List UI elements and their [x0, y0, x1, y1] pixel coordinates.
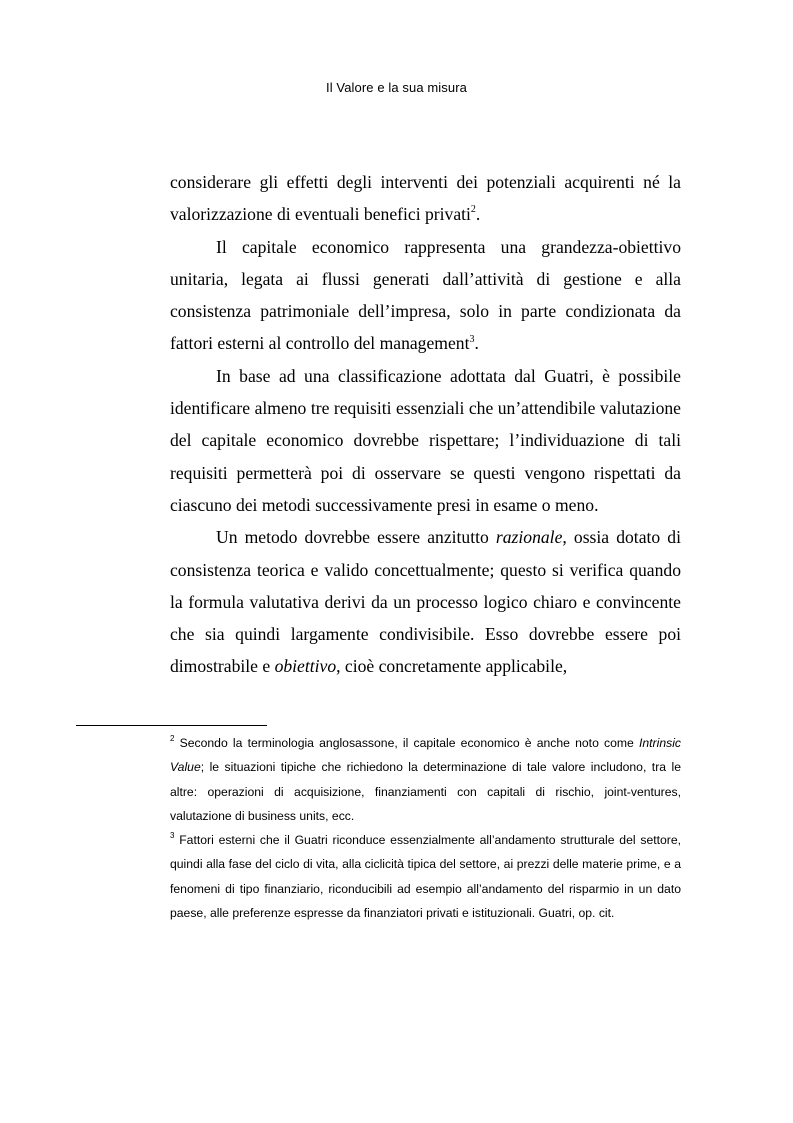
- footnote-3: [170, 828, 681, 925]
- paragraph-3: In base ad una classificazione adottata dal Guatri, è possibile identificare almeno tre requisiti essenziali che un’attendibile valutazione del capitale economico dovrebbe rispettare; l’individuazione di tali requisiti permetterà poi di osservare se questi vengono rispettati da ciascuno dei metodi successivamente presi in esame o meno.: [170, 365, 681, 515]
- footnote-2-part-a: Secondo la terminologia anglosassone, il capitale economico è anche noto come: [174, 736, 639, 750]
- paragraph-1: [170, 166, 681, 231]
- footnote-3-number: 3: [170, 831, 175, 841]
- paragraph-2: [170, 231, 681, 360]
- paragraph-2-end: .: [474, 333, 479, 354]
- paragraph-1-end: .: [475, 204, 481, 225]
- footnote-separator: [76, 725, 267, 726]
- paragraph-4: [170, 521, 681, 682]
- paragraph-4-part-a: Un metodo dovrebbe essere anzitutto: [216, 527, 496, 548]
- footnote-2-part-c: ; le situazioni tipiche che richiedono la determinazione di tale valore includono, tra le altre: operazioni di acquisizione, finanziamenti con capitali di rischio, joint-ventures, valutazione di business units, ecc.: [170, 760, 681, 823]
- footnotes: [170, 731, 681, 925]
- term-razionale: razionale: [495, 527, 563, 548]
- main-text: [170, 166, 681, 683]
- footnote-ref-2[interactable]: 2: [470, 204, 476, 216]
- paragraph-4-part-c: , ossia dotato di consistenza teorica e valido concettualmente; questo si verifica quando la formula valutativa derivi da un processo logico chiaro e convincente che sia quindi largamente condivisibile. Esso dovrebbe essere poi dimostrabile e: [170, 527, 681, 677]
- term-intrinsic-value: Intrinsic Value: [170, 736, 681, 775]
- running-header: Il Valore e la sua misura: [326, 80, 467, 95]
- footnote-2: [170, 731, 681, 828]
- term-obiettivo: obiettivo: [274, 656, 337, 677]
- footnote-ref-3[interactable]: 3: [469, 333, 475, 345]
- paragraph-2-text: Il capitale economico rappresenta una grandezza-obiettivo unitaria, legata ai flussi generati dall’attività di gestione e alla consistenza patrimoniale dell’impresa, solo in parte condizionata da fattori esterni al controllo del management: [170, 236, 681, 354]
- footnote-3-text: Fattori esterni che il Guatri riconduce essenzialmente all’andamento strutturale del settore, quindi alla fase del ciclo di vita, alla ciclicità tipica del settore, ai prezzi delle materie prime, e a fenomeni di tipo finanziario, riconducibili ad esempio all’andamento del risparmio in un dato paese, alle preferenze espresse da finanziatori privati e istituzionali. Guatri, op. cit.: [170, 833, 681, 921]
- paragraph-4-part-e: , cioè concretamente applicabile,: [336, 656, 568, 677]
- paragraph-1-text: considerare gli effetti degli interventi dei potenziali acquirenti né la valorizzazione di eventuali benefici privati: [170, 172, 681, 225]
- footnote-2-number: 2: [170, 733, 175, 743]
